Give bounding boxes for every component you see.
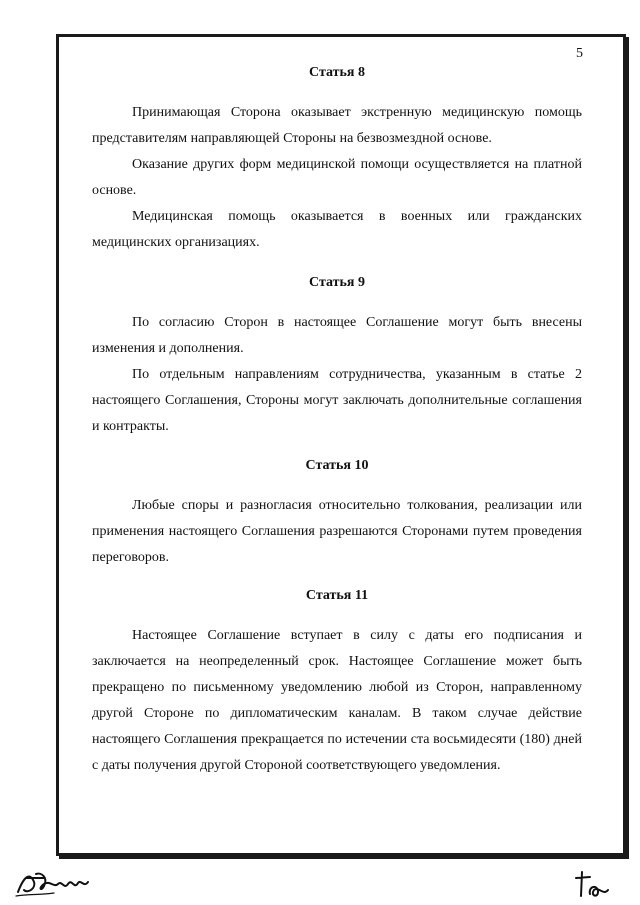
page-number: 5 [576, 46, 583, 61]
article-8 [92, 60, 582, 256]
paragraph: Принимающая Сторона оказывает экстренную медицинскую помощь представителям направляющей Стороны на безвозмездной основе. [92, 105, 582, 146]
paragraph: Настоящее Соглашение вступает в силу с даты его подписания и заключается на неопределенный срок. Настоящее Соглашение может быть прекращено по письменному уведомлению любой из Сторон, направленному другой Стороне по дипломатическим каналам. В таком случае действие настоящего Соглашения прекращается по истечении ста восьмидесяти (180) дней с даты получения другой Стороной соответствующего уведомления. [92, 628, 582, 773]
article-title: Статья 9 [309, 275, 365, 290]
article-title: Статья 11 [305, 588, 369, 603]
initials-signature-left [14, 868, 94, 900]
paragraph: Оказание других форм медицинской помощи осуществляется на платной основе. [92, 157, 582, 198]
article-11 [92, 583, 582, 779]
article-title: Статья 10 [305, 458, 369, 473]
paragraph: Любые споры и разногласия относительно толкования, реализации или применения настоящего Соглашения разрешаются Сторонами путем проведения переговоров. [92, 498, 582, 565]
paragraph: Медицинская помощь оказывается в военных или гражданских медицинских организациях. [92, 209, 582, 250]
article-title: Статья 8 [309, 65, 365, 80]
article-10 [92, 453, 582, 571]
paragraph: По согласию Сторон в настоящее Соглашение могут быть внесены изменения и дополнения. [92, 315, 582, 356]
article-9 [92, 270, 582, 440]
initials-signature-right [574, 868, 614, 900]
paragraph: По отдельным направлениям сотрудничества, указанным в статье 2 настоящего Соглашения, Стороны могут заключать дополнительные соглашения и контракты. [92, 367, 582, 434]
